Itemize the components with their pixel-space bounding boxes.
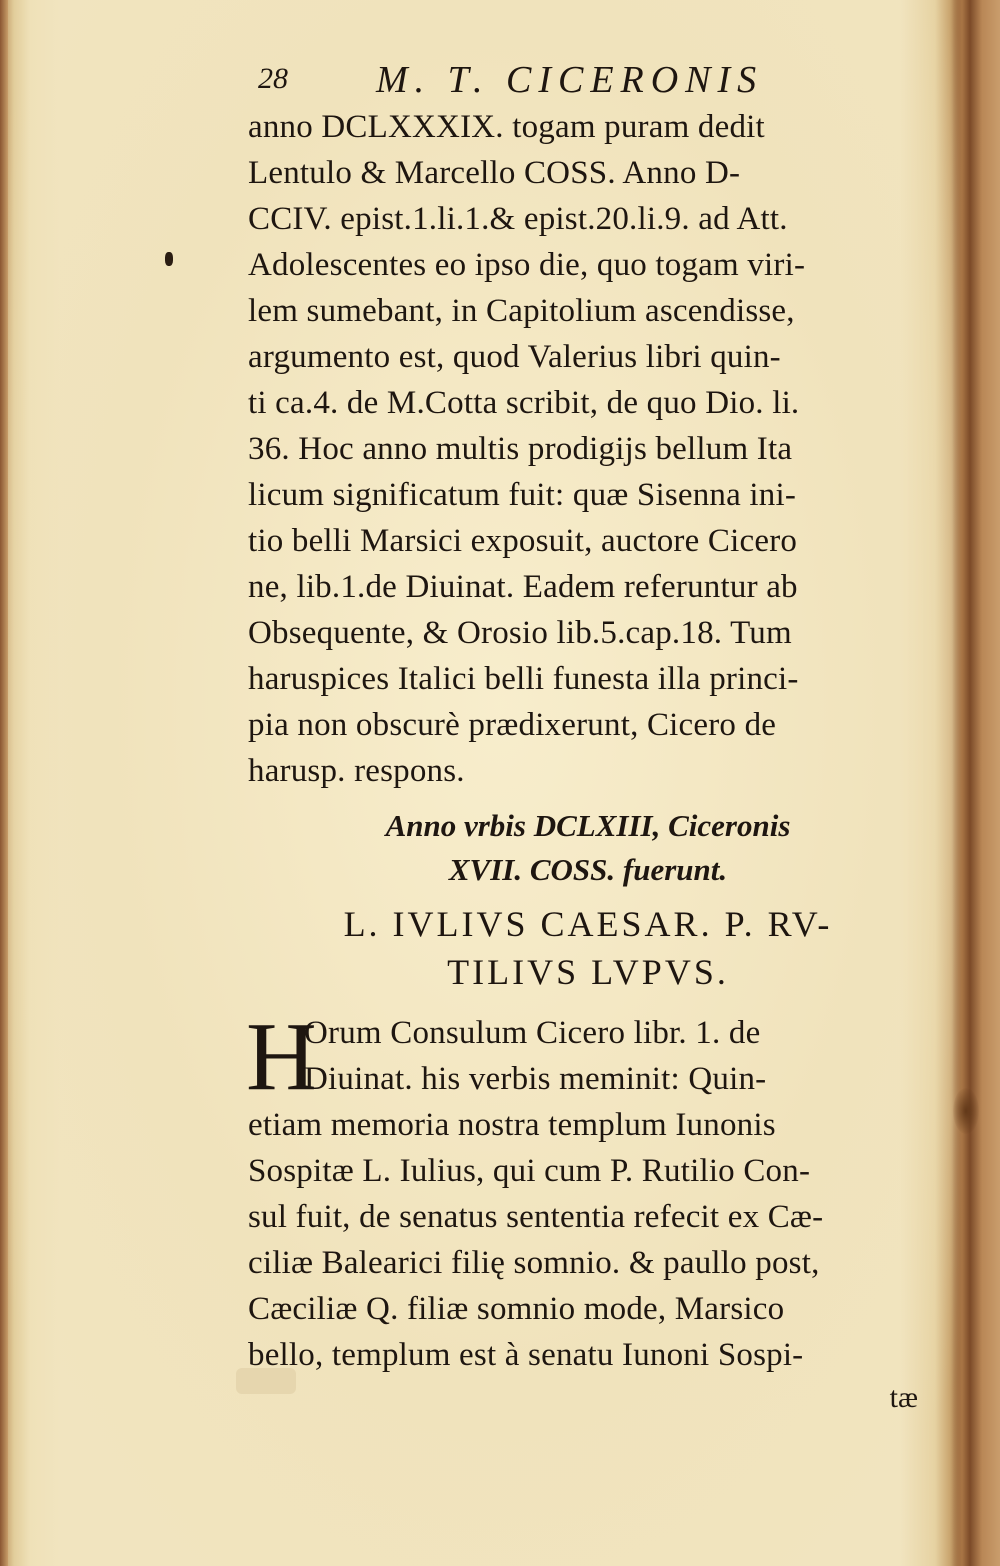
text-line: pia non obscurè prædixerunt, Cicero de — [248, 707, 777, 743]
text-line: Cæciliæ Q. filiæ somnio mode, Marsico — [248, 1291, 785, 1327]
running-title: M. T. CICERONIS — [376, 59, 764, 101]
page-stain — [953, 1088, 979, 1134]
page-number: 28 — [258, 62, 288, 95]
subheading-line: Anno vrbis DCLXIII, Ciceronis — [385, 808, 791, 843]
catchword: tæ — [889, 1381, 918, 1414]
page-right-edge — [952, 0, 1000, 1566]
text-line: Diuinat. his verbis meminit: Quin- — [304, 1061, 767, 1097]
text-line: ne, lib.1.de Diuinat. Eadem referuntur ab — [248, 569, 798, 605]
text-line: Adolescentes eo ipso die, quo togam viri- — [248, 247, 806, 283]
text-line: lem sumebant, in Capitolium ascendisse, — [248, 293, 795, 329]
text-line: ciliæ Balearici filię somnio. & paullo post, — [248, 1245, 820, 1281]
text-block — [248, 58, 928, 1418]
text-line: sul fuit, de senatus sententia refecit ex Cæ- — [248, 1199, 824, 1235]
drop-cap: H — [246, 1003, 317, 1111]
text-line: anno DCLXXXIX. togam puram dedit — [248, 109, 765, 145]
paragraph-2 — [246, 1003, 928, 1378]
paragraph-1 — [248, 104, 928, 794]
consuls-heading-line: L. IVLIVS CAESAR. P. RV- — [343, 904, 833, 944]
text-line: bello, templum est à senatu Iunoni Sospi- — [248, 1337, 804, 1373]
subheading-line: XVII. COSS. fuerunt. — [448, 852, 728, 887]
text-line: harusp. respons. — [248, 753, 465, 789]
text-line: 36. Hoc anno multis prodigijs bellum Ita — [248, 431, 793, 467]
text-line: haruspices Italici belli funesta illa princi- — [248, 661, 799, 697]
text-line: Sospitæ L. Iulius, qui cum P. Rutilio Con- — [248, 1153, 811, 1189]
consuls-heading — [248, 900, 928, 996]
text-line: licum significatum fuit: quæ Sisenna ini- — [248, 477, 797, 513]
running-head — [248, 58, 928, 104]
text-line: argumento est, quod Valerius libri quin- — [248, 339, 781, 375]
text-line: ti ca.4. de M.Cotta scribit, de quo Dio. li. — [248, 385, 800, 421]
text-line: CCIV. epist.1.li.1.& epist.20.li.9. ad Att. — [248, 201, 788, 237]
text-line: etiam memoria nostra templum Iunonis — [248, 1107, 776, 1143]
text-line: Obsequente, & Orosio lib.5.cap.18. Tum — [248, 615, 792, 651]
page-left-edge — [0, 0, 8, 1566]
margin-mark — [165, 252, 173, 266]
text-line: Orum Consulum Cicero libr. 1. de — [304, 1015, 761, 1051]
text-line: Lentulo & Marcello COSS. Anno D- — [248, 155, 741, 191]
year-subheading — [248, 804, 928, 892]
consuls-heading-line: TILIVS LVPVS. — [447, 952, 729, 992]
text-line: tio belli Marsici exposuit, auctore Cicero — [248, 523, 798, 559]
